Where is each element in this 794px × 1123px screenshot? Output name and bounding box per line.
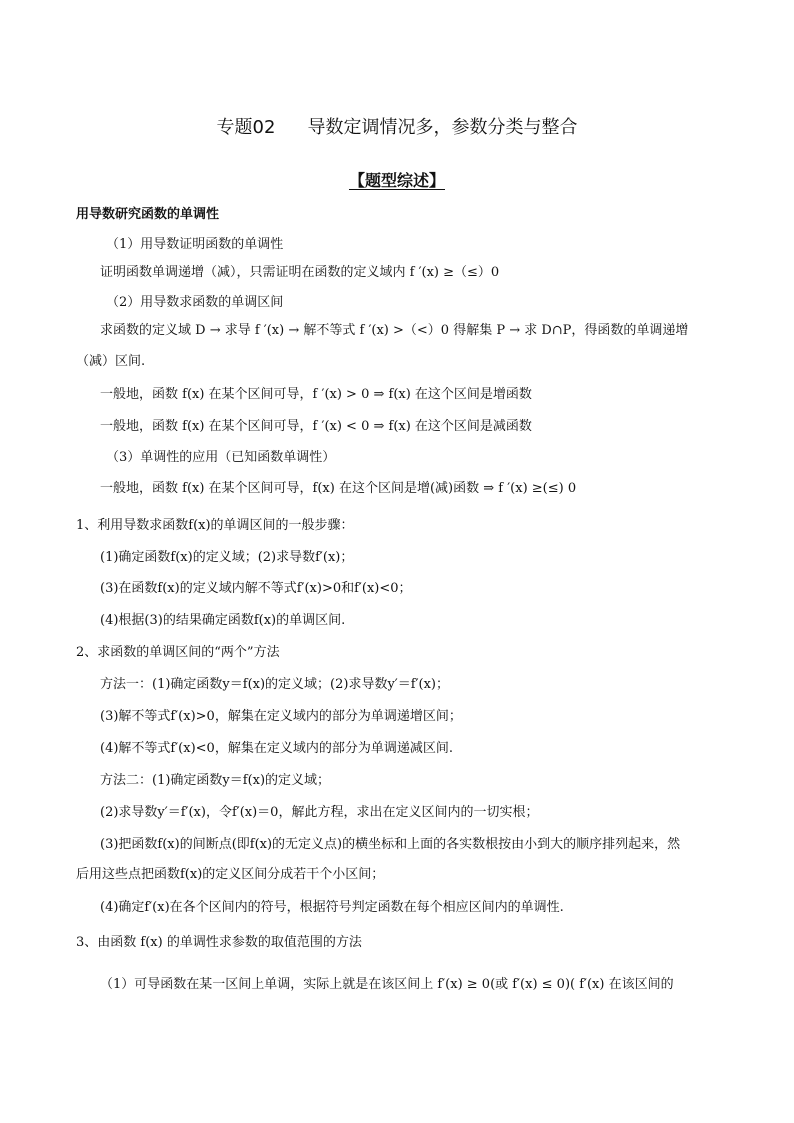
paragraph-line: 方法一：(1)确定函数y＝f(x)的定义域；(2)求导数y′＝f′(x)； (100, 677, 449, 692)
paragraph-line: (4)根据(3)的结果确定函数f(x)的单调区间. (100, 613, 346, 628)
paragraph-line: 证明函数单调递增（减），只需证明在函数的定义域内 f ′(x) ≥（≤）0 (100, 265, 500, 280)
paragraph-line: (3)解不等式f′(x)>0，解集在定义域内的部分为单调递增区间； (100, 709, 462, 724)
paragraph-line: (2)求导数y′＝f′(x)，令f′(x)＝0，解此方程，求出在定义区间内的一切实根； (100, 805, 539, 820)
title-number: 专题02 (216, 117, 276, 138)
list-heading: 3、由函数 f(x) 的单调性求参数的取值范围的方法 (76, 935, 362, 950)
title-main: 导数定调情况多，参数分类与整合 (307, 117, 578, 138)
paragraph-line: （减）区间. (76, 354, 146, 369)
paragraph-line: (3)把函数f(x)的间断点(即f(x)的无定义点)的横坐标和上面的各实数根按由小到大的顺序排列起来，然 (100, 837, 681, 852)
paragraph-line: (3)在函数f(x)的定义域内解不等式f′(x)>0和f′(x)<0； (100, 581, 412, 596)
document-title (0, 116, 794, 140)
topic-heading: 用导数研究函数的单调性 (76, 207, 220, 222)
paragraph-line: 一般地，函数 f(x) 在某个区间可导，f ′(x) > 0 ⇒ f(x) 在这个区间是增函数 (100, 387, 532, 402)
list-heading: 2、求函数的单调区间的“两个”方法 (76, 645, 280, 660)
paragraph-line: (4)解不等式f′(x)<0，解集在定义域内的部分为单调递减区间. (100, 741, 453, 756)
paragraph-line: 后用这些点把函数f(x)的定义区间分成若干个小区间； (76, 867, 385, 882)
paragraph-line: (1)确定函数f(x)的定义域；(2)求导数f′(x)； (100, 550, 354, 565)
paragraph-line: （3）单调性的应用（已知函数单调性） (106, 450, 336, 465)
paragraph-line: 方法二：(1)确定函数y＝f(x)的定义域； (100, 773, 331, 788)
section-heading: 【题型综述】 (348, 171, 445, 190)
paragraph-line: （2）用导数求函数的单调区间 (106, 295, 284, 310)
paragraph-line: (4)确定f′(x)在各个区间内的符号，根据符号判定函数在每个相应区间内的单调性. (100, 900, 564, 915)
paragraph-line: 求函数的定义域 D → 求导 f ′(x) → 解不等式 f ′(x) >（<）0 得解集 P → 求 D∩P，得函数的单调递增 (100, 323, 689, 338)
list-heading: 1、利用导数求函数f(x)的单调区间的一般步骤： (76, 518, 354, 533)
paragraph-line: （1）用导数证明函数的单调性 (106, 237, 284, 252)
paragraph-line: 一般地，函数 f(x) 在某个区间可导，f(x) 在这个区间是增(减)函数 ⇒ f ′(x) ≥(≤) 0 (100, 481, 577, 496)
paragraph-line: 一般地，函数 f(x) 在某个区间可导，f ′(x) < 0 ⇒ f(x) 在这个区间是减函数 (100, 419, 532, 434)
paragraph-line: （1）可导函数在某一区间上单调，实际上就是在该区间上 f′(x) ≥ 0(或 f′(x) ≤ 0)( f′(x) 在该区间的 (100, 977, 674, 992)
